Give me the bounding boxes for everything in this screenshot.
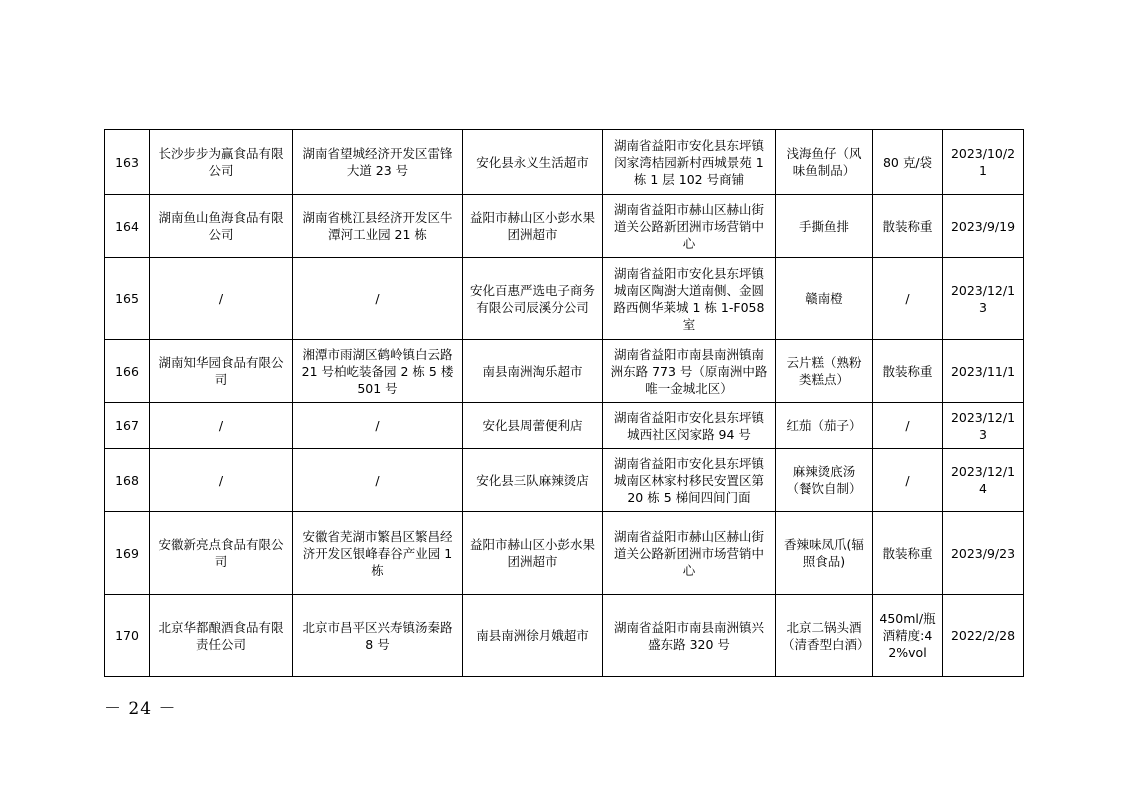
table-row <box>105 449 1024 512</box>
producer-address-cell: 北京市昌平区兴寿镇汤秦路 8 号 <box>293 595 463 677</box>
producer-address-cell: / <box>293 258 463 340</box>
row-number-cell: 167 <box>105 403 150 449</box>
table-row <box>105 130 1024 195</box>
production-date-cell: 2022/2/28 <box>943 595 1024 677</box>
seller-name-cell: 安化县永义生活超市 <box>463 130 603 195</box>
row-number-cell: 166 <box>105 340 150 403</box>
producer-name-cell: 北京华都酿酒食品有限责任公司 <box>150 595 293 677</box>
product-name-cell: 赣南橙 <box>776 258 873 340</box>
row-number-cell: 169 <box>105 512 150 595</box>
product-name-cell: 红茄（茄子） <box>776 403 873 449</box>
specification-cell: / <box>873 449 943 512</box>
table-row <box>105 340 1024 403</box>
product-sampling-table <box>104 129 1024 677</box>
row-number-cell: 165 <box>105 258 150 340</box>
product-name-cell: 手撕鱼排 <box>776 195 873 258</box>
row-number-cell: 168 <box>105 449 150 512</box>
producer-address-cell: 湖南省桃江县经济开发区牛潭河工业园 21 栋 <box>293 195 463 258</box>
row-number-cell: 170 <box>105 595 150 677</box>
table-row <box>105 595 1024 677</box>
producer-name-cell: / <box>150 258 293 340</box>
producer-address-cell: / <box>293 403 463 449</box>
page-number: － 24 － <box>104 699 177 719</box>
producer-name-cell: / <box>150 403 293 449</box>
seller-name-cell: 益阳市赫山区小彭水果团洲超市 <box>463 195 603 258</box>
specification-cell: 散装称重 <box>873 512 943 595</box>
specification-cell: 散装称重 <box>873 340 943 403</box>
row-number-cell: 163 <box>105 130 150 195</box>
seller-name-cell: 安化县三队麻辣烫店 <box>463 449 603 512</box>
producer-name-cell: 湖南知华园食品有限公司 <box>150 340 293 403</box>
producer-name-cell: 长沙步步为赢食品有限公司 <box>150 130 293 195</box>
seller-name-cell: 安化百惠严选电子商务有限公司辰溪分公司 <box>463 258 603 340</box>
producer-address-cell: 湘潭市雨湖区鹤岭镇白云路 21 号柏屹装备园 2 栋 5 楼 501 号 <box>293 340 463 403</box>
table-row <box>105 512 1024 595</box>
production-date-cell: 2023/9/23 <box>943 512 1024 595</box>
production-date-cell: 2023/11/1 <box>943 340 1024 403</box>
seller-name-cell: 南县南洲徐月娥超市 <box>463 595 603 677</box>
specification-cell: 80 克/袋 <box>873 130 943 195</box>
producer-name-cell: 安徽新亮点食品有限公司 <box>150 512 293 595</box>
production-date-cell: 2023/9/19 <box>943 195 1024 258</box>
seller-address-cell: 湖南省益阳市安化县东坪镇闵家湾桔园新村西城景苑 1 栋 1 层 102 号商铺 <box>603 130 776 195</box>
product-name-cell: 香辣味凤爪(辐照食品) <box>776 512 873 595</box>
producer-address-cell: 湖南省望城经济开发区雷锋大道 23 号 <box>293 130 463 195</box>
seller-address-cell: 湖南省益阳市安化县东坪镇城南区林家村移民安置区第 20 栋 5 梯间四间门面 <box>603 449 776 512</box>
product-name-cell: 云片糕（熟粉类糕点） <box>776 340 873 403</box>
seller-address-cell: 湖南省益阳市南县南洲镇南洲东路 773 号（原南洲中路唯一金城北区） <box>603 340 776 403</box>
seller-address-cell: 湖南省益阳市赫山区赫山街道关公路新团洲市场营销中心 <box>603 195 776 258</box>
row-number-cell: 164 <box>105 195 150 258</box>
seller-address-cell: 湖南省益阳市安化县东坪镇城西社区闵家路 94 号 <box>603 403 776 449</box>
production-date-cell: 2023/12/14 <box>943 449 1024 512</box>
table-row <box>105 258 1024 340</box>
production-date-cell: 2023/12/13 <box>943 258 1024 340</box>
producer-name-cell: / <box>150 449 293 512</box>
producer-name-cell: 湖南鱼山鱼海食品有限公司 <box>150 195 293 258</box>
seller-name-cell: 益阳市赫山区小彭水果团洲超市 <box>463 512 603 595</box>
seller-name-cell: 安化县周蕾便利店 <box>463 403 603 449</box>
table-row <box>105 403 1024 449</box>
specification-cell: 散装称重 <box>873 195 943 258</box>
producer-address-cell: / <box>293 449 463 512</box>
table-row <box>105 195 1024 258</box>
production-date-cell: 2023/10/21 <box>943 130 1024 195</box>
specification-cell: / <box>873 258 943 340</box>
seller-address-cell: 湖南省益阳市南县南洲镇兴盛东路 320 号 <box>603 595 776 677</box>
product-name-cell: 麻辣烫底汤（餐饮自制） <box>776 449 873 512</box>
seller-address-cell: 湖南省益阳市赫山区赫山街道关公路新团洲市场营销中心 <box>603 512 776 595</box>
specification-cell: 450ml/瓶 酒精度:42%vol <box>873 595 943 677</box>
production-date-cell: 2023/12/13 <box>943 403 1024 449</box>
seller-address-cell: 湖南省益阳市安化县东坪镇城南区陶澍大道南侧、金圆路西侧华莱城 1 栋 1-F058 室 <box>603 258 776 340</box>
product-name-cell: 北京二锅头酒（清香型白酒） <box>776 595 873 677</box>
seller-name-cell: 南县南洲淘乐超市 <box>463 340 603 403</box>
product-name-cell: 浅海鱼仔（风味鱼制品） <box>776 130 873 195</box>
producer-address-cell: 安徽省芜湖市繁昌区繁昌经济开发区银峰春谷产业园 1 栋 <box>293 512 463 595</box>
specification-cell: / <box>873 403 943 449</box>
